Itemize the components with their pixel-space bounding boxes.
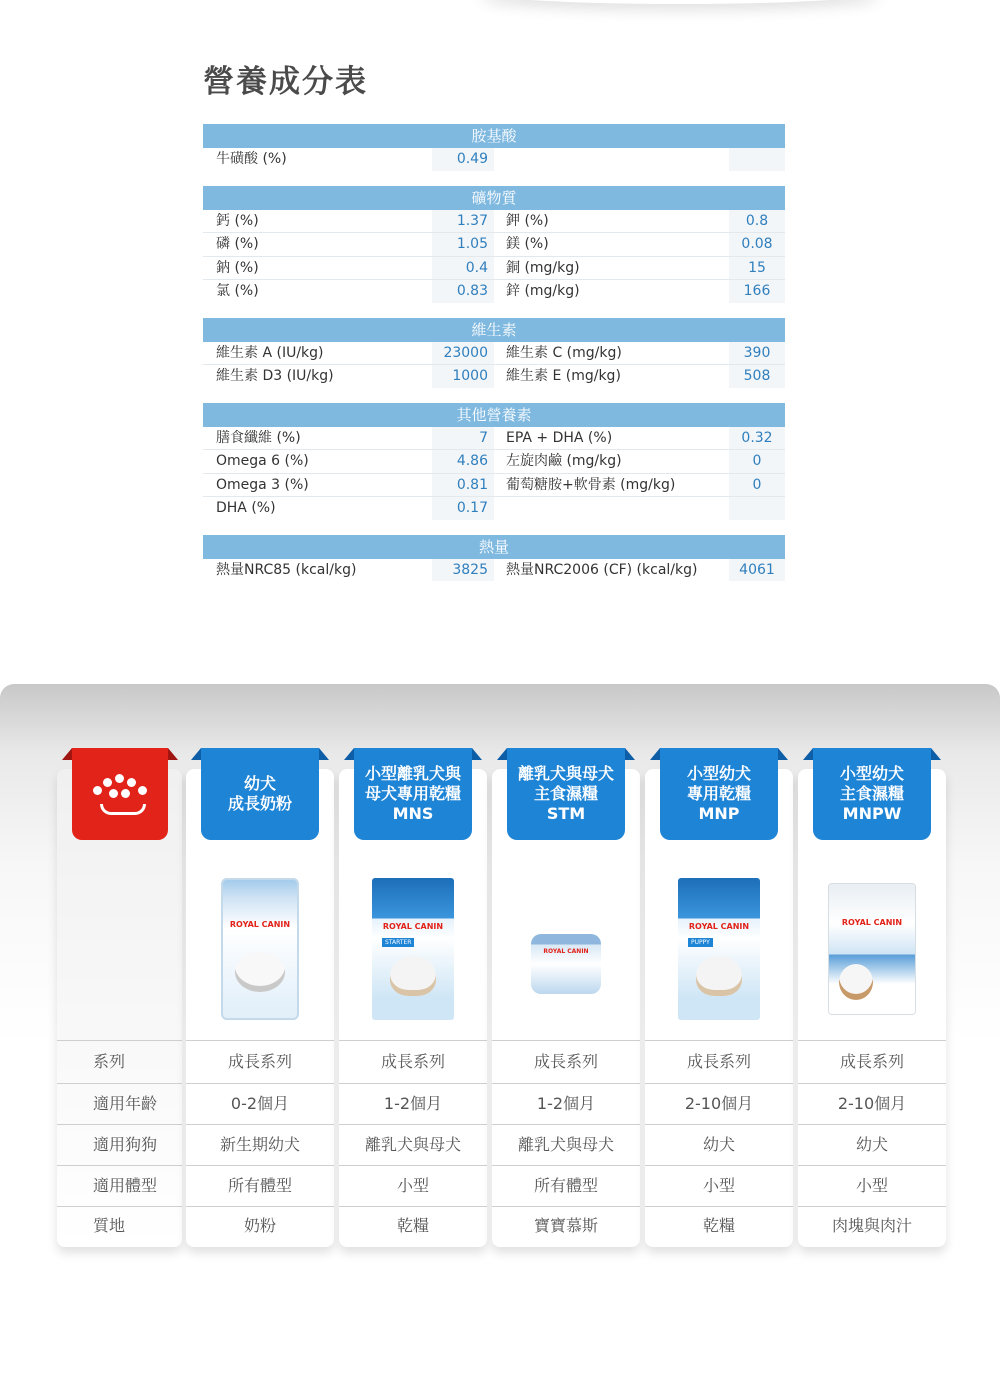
nutrient-label — [494, 148, 729, 171]
package-brand: ROYAL CANIN — [841, 918, 903, 927]
package-brand: ROYAL CANIN — [382, 922, 444, 931]
nutrient-row — [494, 280, 785, 303]
product-name-line: MNPW — [842, 804, 902, 823]
nutrient-row — [494, 342, 785, 366]
product-name-line: 主食濕糧 — [533, 784, 598, 803]
nutrient-label: EPA + DHA (%) — [506, 429, 613, 446]
nutrient-column-right — [494, 559, 785, 582]
nutrient-row — [494, 497, 785, 520]
product-name-line: MNP — [698, 804, 740, 823]
nutrient-value: 1.37 — [432, 210, 494, 233]
nutrient-value: 7 — [432, 427, 494, 450]
package-brand: ROYAL CANIN — [543, 948, 589, 955]
product-name-line: 離乳犬與母犬 — [517, 764, 614, 783]
can-package-image — [221, 878, 299, 1020]
product-name-ribbon — [507, 748, 625, 840]
product-name-line: 小型幼犬 — [839, 764, 904, 783]
spec-cell: 成長系列 — [339, 1040, 487, 1083]
nutrient-row — [203, 233, 494, 257]
product-name-ribbon — [201, 748, 319, 840]
product-specs — [339, 1040, 487, 1245]
nutrient-label: 磷 (%) — [216, 236, 259, 252]
nutrient-row — [203, 148, 494, 171]
row-label: 適用體型 — [57, 1165, 182, 1206]
spec-cell: 成長系列 — [645, 1040, 793, 1083]
nutrient-row — [203, 474, 494, 498]
nutrient-label — [494, 497, 729, 520]
spec-cell: 2-10個月 — [645, 1083, 793, 1124]
spec-cell: 成長系列 — [798, 1040, 946, 1083]
product-name-line: 成長奶粉 — [227, 794, 292, 813]
spec-cell: 離乳犬與母犬 — [492, 1124, 640, 1165]
product-card — [186, 769, 334, 1247]
nutrient-value: 3825 — [432, 559, 494, 582]
section-rows — [203, 342, 785, 388]
nutrient-value: 0.49 — [432, 148, 494, 171]
nutrient-column-right — [494, 210, 785, 303]
section-header: 其他營養素 — [203, 403, 785, 427]
nutrient-label: 左旋肉鹼 (mg/kg) — [506, 453, 622, 469]
nutrient-label: 牛磺酸 (%) — [216, 151, 287, 167]
nutrient-label: 熱量NRC2006 (CF) (kcal/kg) — [506, 561, 698, 578]
package-brand: ROYAL CANIN — [688, 922, 750, 931]
nutrient-value: 0.8 — [729, 210, 785, 233]
product-image — [492, 869, 640, 1029]
nutrient-value: 166 — [729, 280, 785, 303]
product-name-line: 幼犬 — [243, 774, 276, 793]
product-specs — [492, 1040, 640, 1245]
section-rows — [203, 210, 785, 303]
nutrient-column-left — [203, 427, 494, 520]
product-name-line: STM — [546, 804, 586, 823]
puppy-illustration — [839, 964, 873, 1000]
nutrient-label: 維生素 C (mg/kg) — [506, 344, 622, 361]
spec-cell: 成長系列 — [186, 1040, 334, 1083]
row-label: 系列 — [57, 1040, 182, 1083]
nutrient-label: 葡萄糖胺+軟骨素 (mg/kg) — [506, 476, 676, 493]
nutrition-section — [203, 124, 785, 171]
row-label: 適用狗狗 — [57, 1124, 182, 1165]
nutrient-column-left — [203, 148, 494, 171]
nutrient-value: 0.81 — [432, 474, 494, 497]
nutrient-value — [729, 497, 785, 520]
nutrient-label: 熱量NRC85 (kcal/kg) — [216, 561, 357, 578]
nutrient-column-right — [494, 427, 785, 520]
nutrition-sections — [203, 124, 785, 581]
product-image — [186, 869, 334, 1029]
bag-package-image — [678, 878, 760, 1020]
product-specs — [186, 1040, 334, 1245]
product-name-line: 小型離乳犬與 — [364, 764, 461, 783]
spec-cell: 2-10個月 — [798, 1083, 946, 1124]
nutrient-row — [494, 559, 785, 582]
row-label: 質地 — [57, 1206, 182, 1245]
nutrient-label: 維生素 D3 (IU/kg) — [216, 368, 334, 384]
nutrient-row — [494, 257, 785, 281]
row-labels — [57, 1040, 182, 1245]
section-rows — [203, 148, 785, 171]
spec-cell: 新生期幼犬 — [186, 1124, 334, 1165]
bag-package-image — [372, 878, 454, 1020]
tin-package-image — [531, 934, 601, 994]
puppy-illustration — [390, 956, 436, 996]
product-image — [645, 869, 793, 1029]
product-card — [645, 764, 793, 1247]
product-name-line: 主食濕糧 — [839, 784, 904, 803]
top-decoration — [480, 0, 880, 4]
nutrient-row — [494, 474, 785, 498]
nutrient-label: DHA (%) — [216, 500, 276, 516]
nutrient-value: 0.08 — [729, 233, 785, 256]
section-rows — [203, 559, 785, 582]
product-specs — [798, 1040, 946, 1245]
spec-cell: 小型 — [798, 1165, 946, 1206]
nutrient-label: 鎂 (%) — [506, 236, 549, 252]
puppy-illustration — [696, 956, 742, 996]
puppy-illustration — [235, 952, 285, 992]
nutrient-value: 0.4 — [432, 257, 494, 280]
nutrient-value: 0.32 — [729, 427, 785, 450]
nutrient-label: 膳食纖維 (%) — [216, 429, 301, 446]
product-name-line: 專用乾糧 — [686, 784, 751, 803]
nutrient-row — [494, 210, 785, 234]
spec-cell: 所有體型 — [186, 1165, 334, 1206]
package-tag: PUPPY — [688, 938, 713, 947]
spec-cell: 0-2個月 — [186, 1083, 334, 1124]
nutrition-title: 營養成分表 — [203, 64, 368, 100]
product-card — [798, 764, 946, 1247]
nutrient-value: 15 — [729, 257, 785, 280]
nutrient-column-left — [203, 559, 494, 582]
nutrient-row — [494, 365, 785, 388]
nutrient-row — [203, 257, 494, 281]
spec-cell: 乾糧 — [339, 1206, 487, 1245]
product-name-line: 小型幼犬 — [686, 764, 751, 783]
nutrient-column-left — [203, 342, 494, 388]
nutrient-value: 0 — [729, 474, 785, 497]
nutrient-value: 508 — [729, 365, 785, 388]
product-name-line: MNS — [392, 804, 434, 823]
nutrient-row — [494, 148, 785, 171]
nutrient-row — [203, 427, 494, 451]
nutrition-table — [203, 60, 785, 596]
product-specs — [645, 1040, 793, 1245]
package-tag: STARTER — [382, 938, 414, 947]
product-image — [798, 869, 946, 1029]
nutrient-label: 鈉 (%) — [216, 259, 259, 276]
spec-cell: 奶粉 — [186, 1206, 334, 1245]
product-card — [492, 764, 640, 1247]
spec-cell: 寶寶慕斯 — [492, 1206, 640, 1245]
spec-cell: 小型 — [339, 1165, 487, 1206]
nutrient-value — [729, 148, 785, 171]
nutrition-section — [203, 318, 785, 388]
nutrient-value: 1.05 — [432, 233, 494, 256]
spec-cell: 1-2個月 — [339, 1083, 487, 1124]
section-rows — [203, 427, 785, 520]
nutrient-row — [203, 559, 494, 582]
nutrient-row — [494, 233, 785, 257]
nutrient-value: 0 — [729, 450, 785, 473]
section-header: 礦物質 — [203, 186, 785, 210]
nutrient-column-left — [203, 210, 494, 303]
product-card — [339, 764, 487, 1247]
section-header: 熱量 — [203, 535, 785, 559]
spec-cell: 1-2個月 — [492, 1083, 640, 1124]
spec-cell: 幼犬 — [798, 1124, 946, 1165]
nutrient-label: 鋅 (mg/kg) — [506, 283, 580, 299]
product-name-ribbon — [660, 748, 778, 840]
nutrient-row — [203, 210, 494, 234]
nutrient-label: 銅 (mg/kg) — [506, 259, 580, 276]
product-image — [339, 869, 487, 1029]
nutrient-value: 390 — [729, 342, 785, 365]
nutrient-row — [203, 497, 494, 520]
spec-cell: 所有體型 — [492, 1165, 640, 1206]
row-label-card — [57, 769, 182, 1247]
nutrient-row — [203, 342, 494, 366]
product-name-line: 母犬專用乾糧 — [364, 784, 461, 803]
nutrient-value: 1000 — [432, 365, 494, 388]
nutrient-row — [203, 280, 494, 303]
nutrient-label: 維生素 E (mg/kg) — [506, 368, 621, 384]
spec-cell: 成長系列 — [492, 1040, 640, 1083]
spec-cell: 乾糧 — [645, 1206, 793, 1245]
nutrition-section — [203, 535, 785, 582]
nutrient-label: Omega 6 (%) — [216, 453, 309, 469]
nutrient-label: Omega 3 (%) — [216, 476, 309, 493]
nutrient-column-right — [494, 148, 785, 171]
nutrient-value: 0.83 — [432, 280, 494, 303]
nutrient-column-right — [494, 342, 785, 388]
package-brand: ROYAL CANIN — [229, 920, 291, 929]
nutrition-section — [203, 186, 785, 303]
pouch-package-image — [829, 884, 915, 1014]
spec-cell: 肉塊與肉汁 — [798, 1206, 946, 1245]
nutrient-value: 4.86 — [432, 450, 494, 473]
spec-cell: 小型 — [645, 1165, 793, 1206]
nutrient-value: 23000 — [432, 342, 494, 365]
nutrient-label: 氯 (%) — [216, 283, 259, 299]
spec-cell: 幼犬 — [645, 1124, 793, 1165]
royal-canin-crown-icon — [88, 772, 152, 816]
brand-ribbon — [72, 748, 168, 840]
nutrient-value: 0.17 — [432, 497, 494, 520]
nutrient-value: 4061 — [729, 559, 785, 582]
nutrition-section — [203, 403, 785, 520]
nutrient-row — [203, 365, 494, 388]
nutrient-row — [203, 450, 494, 474]
row-label: 適用年齡 — [57, 1083, 182, 1124]
nutrient-row — [494, 427, 785, 451]
product-name-ribbon — [813, 748, 931, 840]
nutrient-row — [494, 450, 785, 474]
section-header: 維生素 — [203, 318, 785, 342]
spec-cell: 離乳犬與母犬 — [339, 1124, 487, 1165]
product-name-ribbon — [354, 748, 472, 840]
section-header: 胺基酸 — [203, 124, 785, 148]
nutrient-label: 維生素 A (IU/kg) — [216, 344, 324, 361]
nutrient-label: 鈣 (%) — [216, 212, 259, 229]
nutrient-label: 鉀 (%) — [506, 212, 549, 229]
